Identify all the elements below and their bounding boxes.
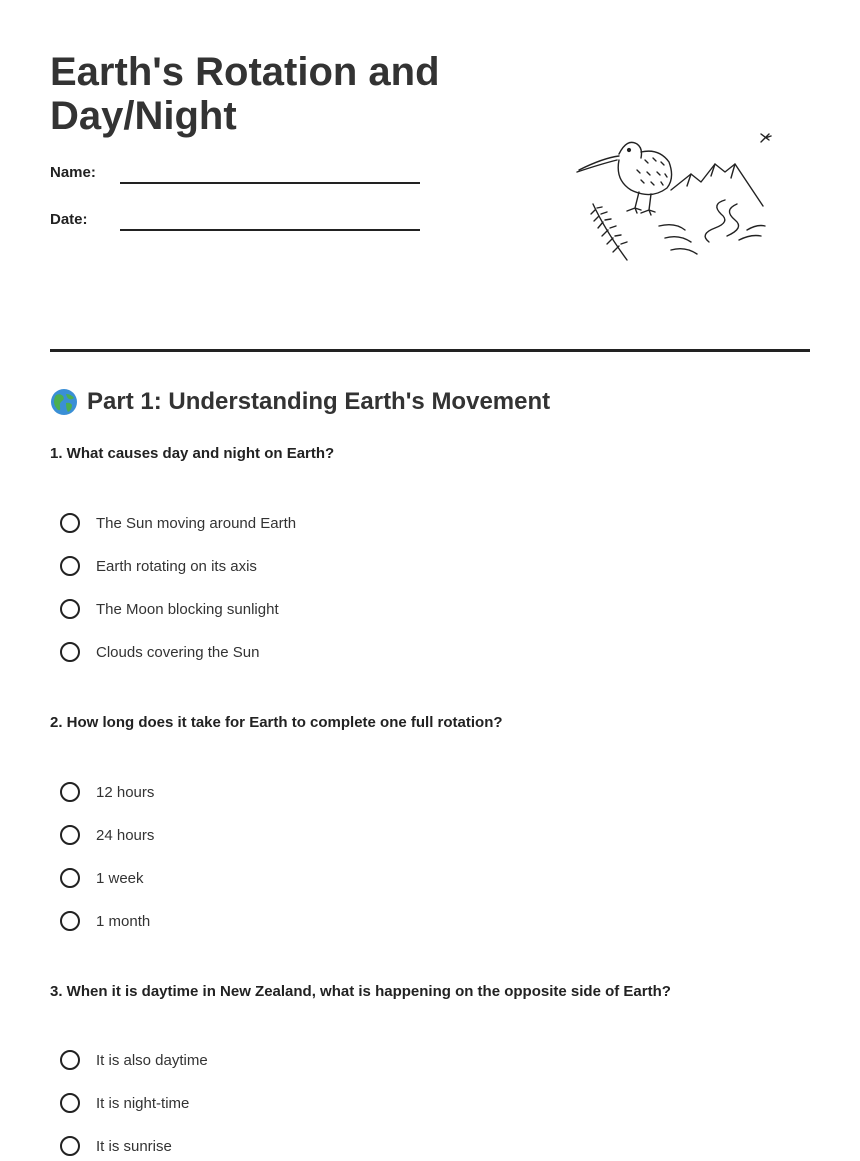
option-label: Clouds covering the Sun: [96, 643, 260, 661]
q1-option-a[interactable]: [60, 511, 296, 535]
radio-button[interactable]: [60, 825, 80, 845]
q3-option-b[interactable]: [60, 1091, 189, 1115]
option-label: 1 week: [96, 869, 144, 887]
q2-option-c[interactable]: [60, 866, 144, 890]
radio-button[interactable]: [60, 599, 80, 619]
name-label: Name:: [50, 164, 96, 181]
option-label: It is night-time: [96, 1094, 190, 1112]
question-1: 1. What causes day and night on Earth?: [50, 445, 335, 462]
header-divider: [50, 349, 810, 352]
radio-button[interactable]: [60, 1136, 80, 1156]
q2-option-b[interactable]: [60, 823, 154, 847]
radio-button[interactable]: [60, 782, 80, 802]
worksheet-header: [50, 50, 810, 350]
radio-button[interactable]: [60, 556, 80, 576]
question-3: 3. When it is daytime in New Zealand, what is happening on the opposite side of Earth?: [50, 983, 671, 1000]
q1-option-b[interactable]: [60, 554, 257, 578]
radio-button[interactable]: [60, 1050, 80, 1070]
globe-icon: [50, 388, 78, 416]
option-label: It is sunrise: [96, 1137, 172, 1155]
option-label: 1 month: [96, 912, 151, 930]
q2-option-d[interactable]: [60, 909, 150, 933]
worksheet-title: Earth's Rotation and Day/Night: [50, 50, 440, 138]
radio-button[interactable]: [60, 642, 80, 662]
name-field[interactable]: [50, 164, 430, 194]
q1-option-c[interactable]: [60, 597, 279, 621]
option-label: The Moon blocking sunlight: [96, 600, 279, 618]
option-label: It is also daytime: [96, 1051, 208, 1069]
option-label: 12 hours: [96, 783, 155, 801]
q2-option-a[interactable]: [60, 780, 154, 804]
date-label: Date:: [50, 211, 88, 228]
radio-button[interactable]: [60, 513, 80, 533]
section-title-text: Part 1: Understanding Earth's Movement: [87, 388, 551, 415]
radio-button[interactable]: [60, 1093, 80, 1113]
date-line[interactable]: [120, 229, 420, 231]
radio-button[interactable]: [60, 868, 80, 888]
q3-option-c[interactable]: [60, 1134, 172, 1158]
option-label: The Sun moving around Earth: [96, 514, 297, 532]
kiwi-bird-mountains-illustration: [575, 130, 775, 270]
q1-option-d[interactable]: [60, 640, 259, 664]
name-line[interactable]: [120, 182, 420, 184]
date-field[interactable]: [50, 211, 430, 241]
section-title: [50, 388, 550, 416]
q3-option-a[interactable]: [60, 1048, 208, 1072]
option-label: Earth rotating on its axis: [96, 557, 257, 575]
option-label: 24 hours: [96, 826, 155, 844]
question-2: 2. How long does it take for Earth to complete one full rotation?: [50, 714, 503, 731]
radio-button[interactable]: [60, 911, 80, 931]
